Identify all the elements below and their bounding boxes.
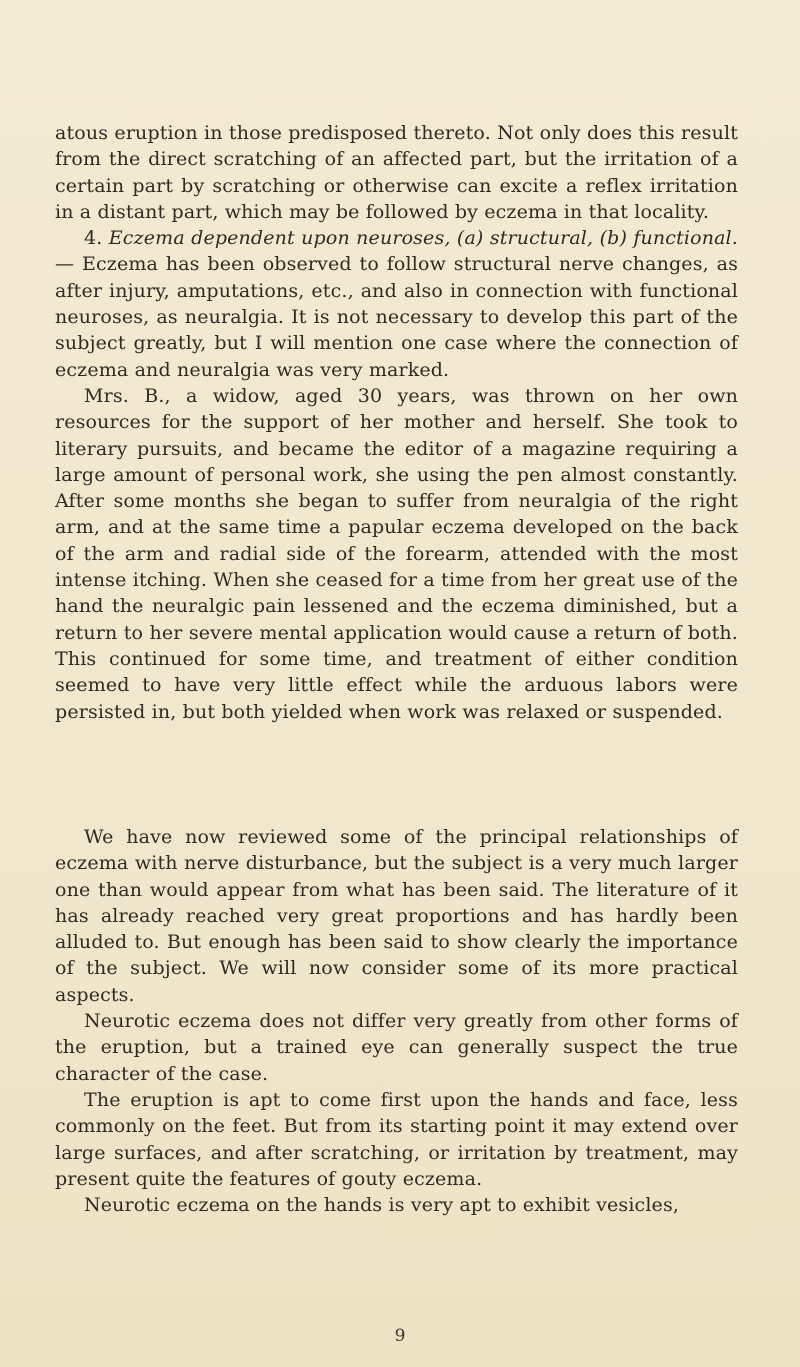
- section-number: 4.: [84, 227, 103, 250]
- text-block-lower: [55, 824, 738, 1218]
- paragraph-hands-vesicles: Neurotic eczema on the hands is very apt to exhibit vesicles,: [84, 1194, 680, 1217]
- page-number: 9: [394, 1326, 406, 1346]
- text-block-upper: [55, 120, 738, 725]
- section-heading: Eczema dependent upon neuroses, (a) structural, (b) functional.—: [55, 227, 738, 276]
- paragraph-continuation: atous eruption in those predisposed thereto. Not only does this result from the direct scratching of an affected part, but the irritation of a certain part by scratching or otherwise can excite a reflex irritation in a distant part, which may be followed by eczema in that locality.: [55, 122, 738, 223]
- paragraph-neurotic-eczema: Neurotic eczema does not differ very greatly from other forms of the eruption, but a trained eye can generally suspect the true character of the case.: [55, 1010, 738, 1085]
- section-text: Eczema has been observed to follow structural nerve changes, as after injury, amputations, etc., and also in connection with functional neuroses, as neuralgia. It is not necessary to develop this part of the subject greatly, but I will mention one case where the connection of eczema and neuralgia was very marked.: [55, 253, 738, 381]
- paragraph-case-report: Mrs. B., a widow, aged 30 years, was thrown on her own resources for the support of her mother and herself. She took to literary pursuits, and became the editor of a magazine requiring a large amount of personal work, she using the pen almost constantly. After some months she began to suffer from neuralgia of the right arm, and at the same time a papular eczema developed on the back of the arm and radial side of the forearm, attended with the most intense itching. When she ceased for a time from her great use of the hand the neuralgic pain lessened and the eczema diminished, but a return to her severe mental application would cause a return of both. This continued for some time, and treatment of either condition seemed to have very little effect while the arduous labors were persisted in, but both yielded when work was relaxed or suspended.: [55, 384, 738, 723]
- paragraph-eruption-sites: The eruption is apt to come first upon the hands and face, less commonly on the feet. But from its starting point it may extend over large surfaces, and after scratching, or irritation by treatment, may present quite the features of gouty eczema.: [55, 1088, 738, 1190]
- paragraph-review: We have now reviewed some of the principal relationships of eczema with nerve disturbance, but the subject is a very much larger one than would appear from what has been said. The literature of it has already reached very great proportions and has hardly been alluded to. But enough has been said to show clearly the importance of the subject. We will now consider some of its more practical aspects.: [55, 826, 738, 1006]
- paragraph-section-4: [55, 225, 738, 383]
